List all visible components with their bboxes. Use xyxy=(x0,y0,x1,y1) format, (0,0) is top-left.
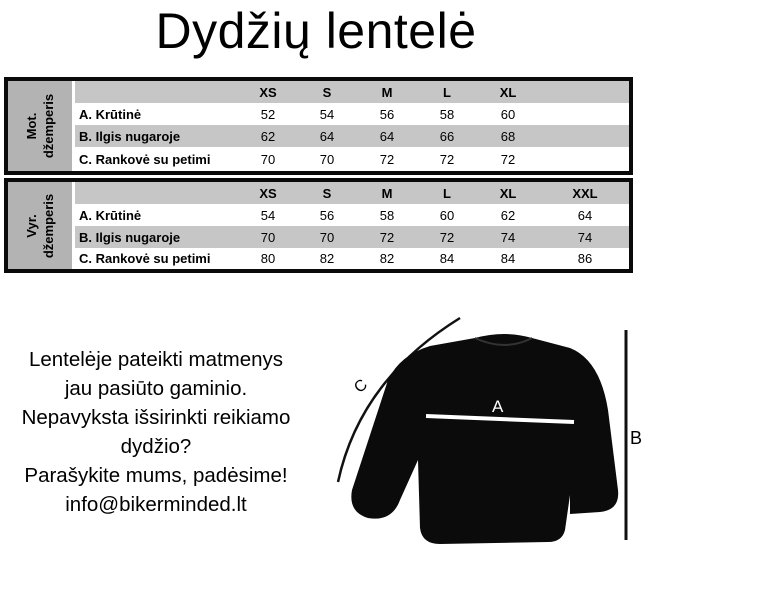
table-cell: 60 xyxy=(439,207,455,223)
women-side-label: Mot. džemperis xyxy=(8,81,72,171)
table-cell: 54 xyxy=(319,106,335,122)
table-row xyxy=(75,204,629,226)
table-cell: 56 xyxy=(319,207,335,223)
table-row xyxy=(75,226,629,248)
row-label: A. Krūtinė xyxy=(79,207,142,223)
sweater-body xyxy=(351,334,618,544)
info-line: Parašykite mums, padėsime! xyxy=(24,464,288,487)
table-cell: 62 xyxy=(260,128,276,144)
size-header: L xyxy=(443,185,451,201)
table-cell: 84 xyxy=(439,251,455,266)
women-size-table xyxy=(4,77,633,175)
table-cell: 74 xyxy=(500,229,516,245)
size-header: S xyxy=(322,185,332,201)
table-cell: 66 xyxy=(439,128,455,144)
size-header: L xyxy=(443,84,451,100)
table-cell: 58 xyxy=(439,106,455,122)
table-cell: 58 xyxy=(379,207,395,223)
table-cell: 72 xyxy=(500,151,516,167)
table-cell: 54 xyxy=(260,207,276,223)
table-cell: 70 xyxy=(260,151,276,167)
table-cell: 64 xyxy=(577,207,593,223)
contact-email[interactable]: info@bikerminded.lt xyxy=(65,493,247,516)
men-size-table xyxy=(4,178,633,273)
table-cell: 70 xyxy=(319,229,335,245)
table-cell: 72 xyxy=(439,229,455,245)
table-cell: 64 xyxy=(379,128,395,144)
table-cell: 52 xyxy=(260,106,276,122)
table-cell: 86 xyxy=(577,251,593,266)
table-cell: 60 xyxy=(500,106,516,122)
women-header-row xyxy=(75,81,629,103)
info-text xyxy=(0,345,312,519)
table-row xyxy=(75,147,629,171)
table-cell: 70 xyxy=(260,229,276,245)
size-header: XL xyxy=(499,84,517,100)
table-cell: 68 xyxy=(500,128,516,144)
table-cell: 84 xyxy=(500,251,516,266)
page-title: Dydžių lentelė xyxy=(155,3,477,59)
table-cell: 80 xyxy=(260,251,276,266)
table-cell: 82 xyxy=(379,251,395,266)
size-header: S xyxy=(322,84,332,100)
info-line: dydžio? xyxy=(120,435,192,458)
row-label: B. Ilgis nugaroje xyxy=(79,229,181,245)
table-row xyxy=(75,103,629,125)
size-header: XL xyxy=(499,185,517,201)
table-cell: 64 xyxy=(319,128,335,144)
table-cell: 62 xyxy=(500,207,516,223)
info-line: Lentelėje pateikti matmenys xyxy=(28,348,284,371)
size-header: XXL xyxy=(572,185,598,201)
table-cell: 56 xyxy=(379,106,395,122)
table-row xyxy=(75,125,629,147)
table-cell: 72 xyxy=(439,151,455,167)
table-cell: 70 xyxy=(319,151,335,167)
table-cell: 72 xyxy=(379,151,395,167)
men-side-label: Vyr. džemperis xyxy=(8,182,72,269)
size-header: XS xyxy=(259,84,277,100)
size-header: M xyxy=(381,185,393,201)
label-c: C xyxy=(351,376,371,397)
row-label: C. Rankovė su petimi xyxy=(79,151,211,167)
table-cell: 72 xyxy=(379,229,395,245)
table-row xyxy=(75,248,629,269)
table-cell: 82 xyxy=(319,251,335,266)
table-cell: 74 xyxy=(577,229,593,245)
size-header: M xyxy=(381,84,393,100)
row-label: B. Ilgis nugaroje xyxy=(79,128,181,144)
label-b: B xyxy=(630,428,643,448)
info-line: jau pasiūto gaminio. xyxy=(64,377,248,400)
men-header-row xyxy=(75,182,629,204)
row-label: A. Krūtinė xyxy=(79,106,142,122)
info-line: Nepavyksta išsirinkti reikiamo xyxy=(21,406,291,429)
row-label: C. Rankovė su petimi xyxy=(79,251,211,266)
label-a: A xyxy=(492,397,504,416)
size-header: XS xyxy=(259,185,277,201)
sweater-diagram xyxy=(300,300,645,560)
